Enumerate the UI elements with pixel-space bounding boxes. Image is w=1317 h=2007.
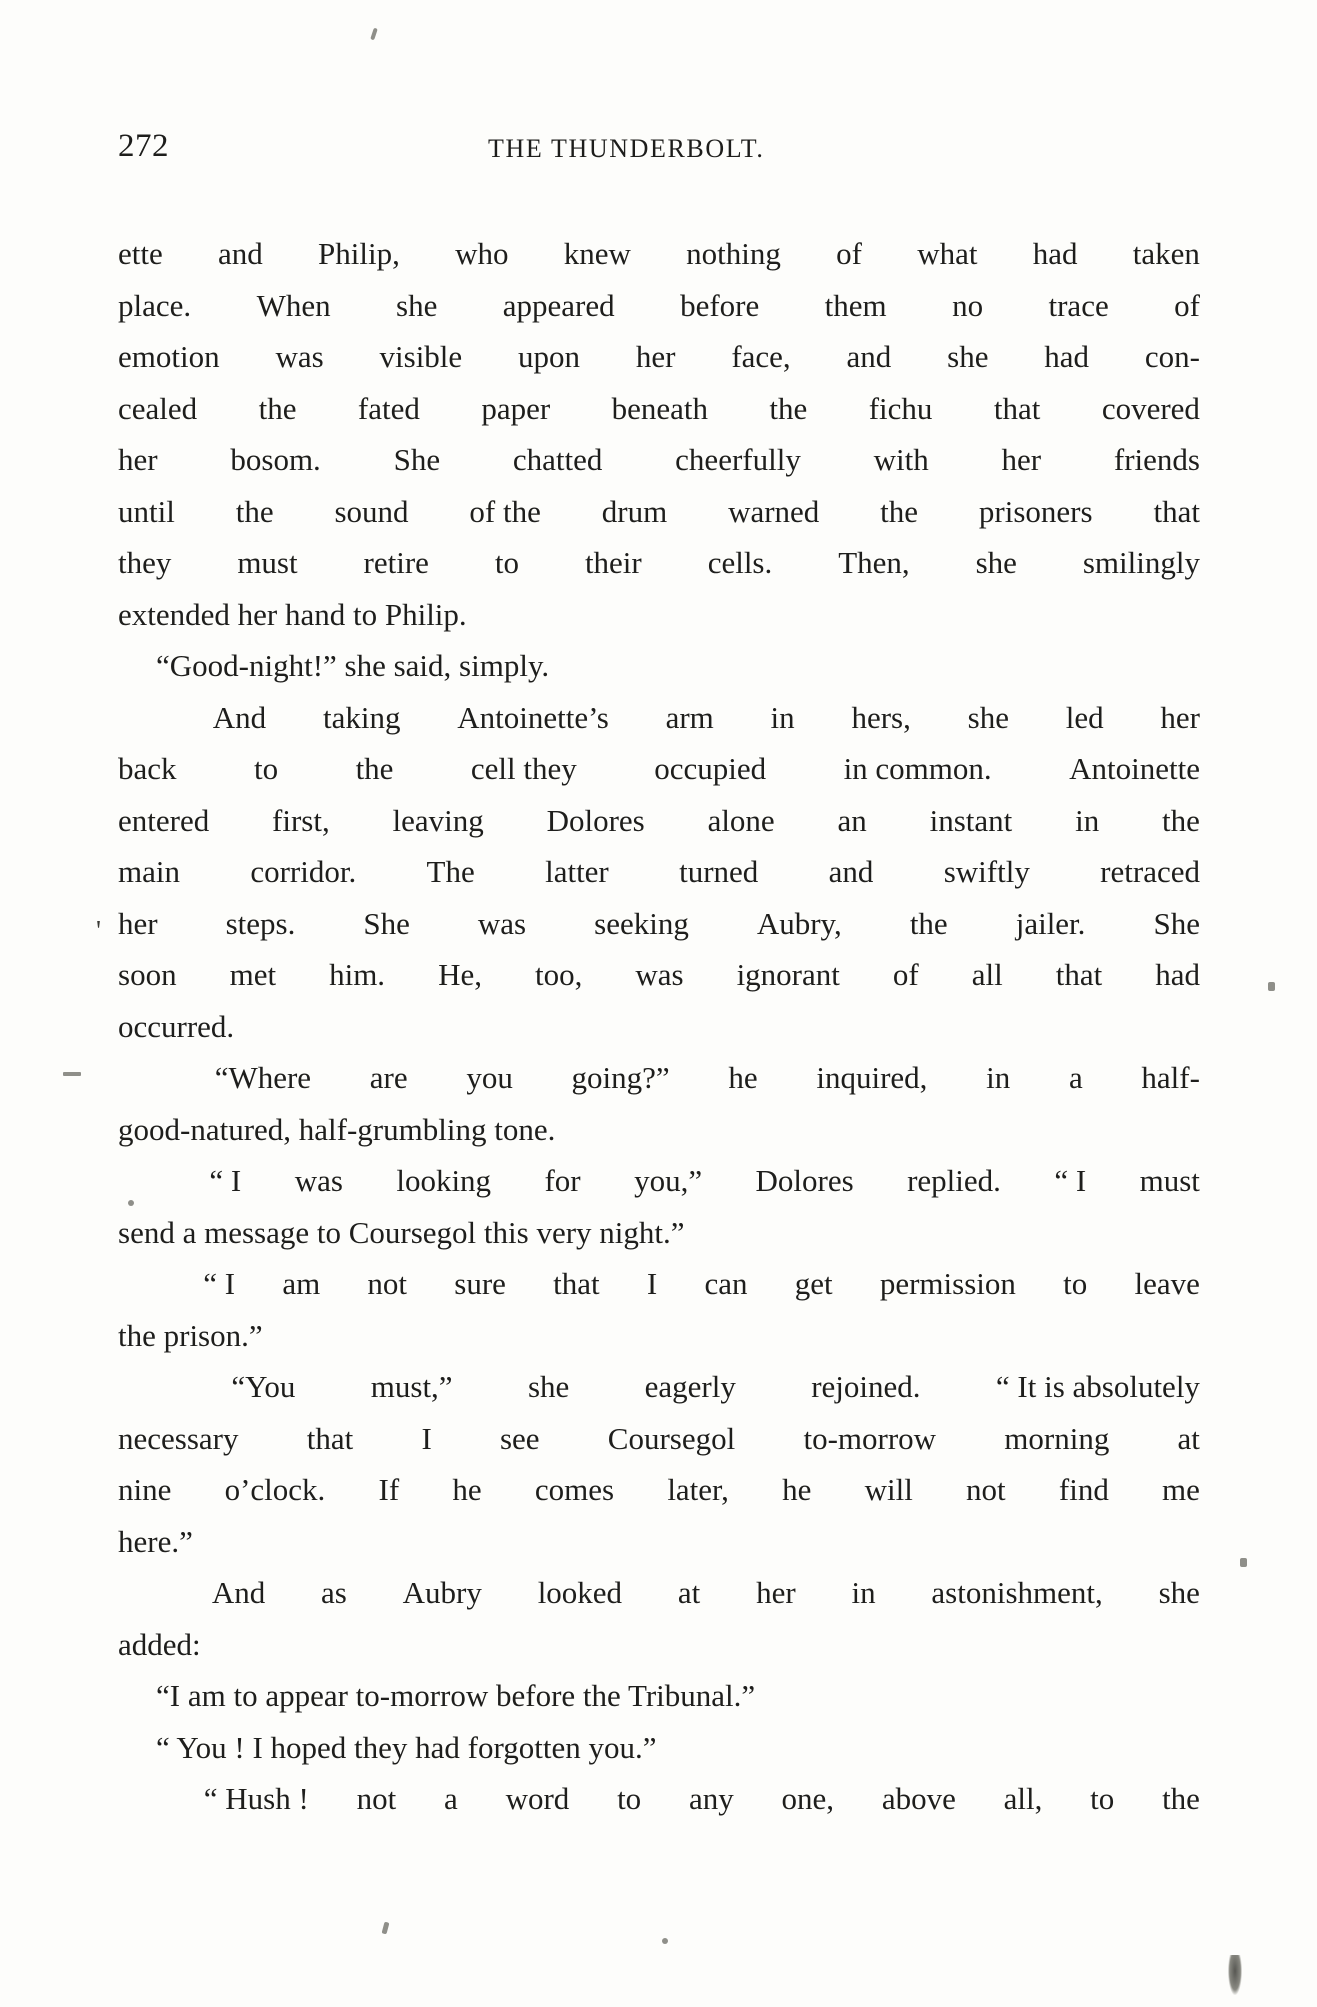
word: that — [553, 1266, 600, 1301]
word: no — [952, 287, 984, 323]
text-line — [118, 1773, 1200, 1825]
word: taken — [1132, 236, 1200, 271]
scan-speck-right-2 — [1240, 1558, 1247, 1567]
word: And — [212, 699, 267, 735]
word: instant — [929, 802, 1013, 838]
word: she — [975, 545, 1017, 580]
word: covered — [1101, 390, 1200, 426]
running-head: THE THUNDERBOLT. — [488, 134, 765, 163]
word: all — [971, 957, 1003, 992]
text-line — [118, 1258, 1200, 1310]
word: in common. — [843, 751, 992, 786]
word: occupied — [654, 751, 767, 786]
word: her — [1001, 442, 1042, 477]
text-line — [118, 949, 1200, 1001]
word: he — [782, 1472, 812, 1507]
word: permission — [879, 1266, 1016, 1301]
scan-speck-bottom-left — [382, 1922, 390, 1935]
paragraph-indent — [118, 1773, 156, 1825]
word: not — [367, 1266, 408, 1301]
word: to — [1063, 1266, 1088, 1301]
word: their — [584, 545, 642, 580]
word: going?” — [571, 1060, 670, 1095]
word: replied. — [907, 1163, 1001, 1198]
word: rejoined. — [811, 1369, 921, 1404]
word: of the — [469, 493, 541, 529]
word: Dolores — [755, 1163, 854, 1198]
word: latter — [545, 854, 609, 889]
word: a — [444, 1781, 458, 1816]
word: entered — [118, 802, 210, 838]
word: he — [452, 1472, 482, 1507]
word: met — [229, 957, 277, 992]
word: can — [704, 1266, 748, 1301]
word: warned — [728, 493, 820, 529]
text-line: “Good-night!” she said, simply. — [156, 648, 550, 683]
word: astonishment, — [931, 1575, 1103, 1610]
scan-speck-bottom-mid — [662, 1938, 668, 1944]
scan-speck-left-dash — [63, 1072, 81, 1076]
word: was — [275, 339, 324, 374]
text-line — [118, 1052, 1200, 1104]
word: must,” — [370, 1369, 453, 1404]
word: the — [880, 493, 919, 529]
word: with — [873, 442, 929, 477]
word: “You — [231, 1369, 296, 1404]
word: to-morrow — [803, 1420, 937, 1456]
word: drum — [601, 493, 668, 529]
word: inquired, — [816, 1060, 928, 1095]
word: morning — [1004, 1420, 1110, 1456]
word: beneath — [611, 390, 708, 426]
text-line: “ You ! I hoped they had forgotten you.” — [156, 1729, 657, 1765]
word: She — [393, 442, 441, 477]
word: before — [680, 287, 760, 323]
paragraph-indent — [118, 1258, 156, 1310]
text-line: here.” — [118, 1523, 193, 1559]
word: of — [892, 957, 919, 992]
word: face, — [731, 339, 791, 374]
word: nine — [118, 1472, 172, 1507]
text-line: send a message to Coursegol this very night.” — [118, 1214, 685, 1250]
word: place. — [118, 287, 192, 323]
page-body — [118, 228, 1200, 1825]
word: that — [1055, 957, 1103, 992]
word: until — [118, 493, 175, 529]
word: ette — [118, 236, 163, 271]
word: I — [421, 1420, 432, 1456]
word: the — [355, 751, 394, 786]
word: upon — [518, 339, 581, 374]
word: ignorant — [736, 957, 840, 992]
word: Then, — [838, 545, 910, 580]
word: the — [909, 905, 948, 941]
word: and — [218, 236, 263, 271]
word: Antoinette — [1069, 751, 1200, 786]
word: she — [527, 1369, 570, 1404]
text-line — [118, 1413, 1200, 1465]
word: Aubry, — [756, 905, 842, 941]
word: cealed — [118, 390, 198, 426]
text-line — [118, 537, 1200, 589]
word: seeking — [594, 905, 689, 941]
word: above — [881, 1781, 956, 1816]
text-line — [118, 1464, 1200, 1516]
margin-tick-mark: ' — [96, 916, 102, 947]
word: was — [635, 957, 684, 992]
word: visible — [379, 339, 463, 374]
word: had — [1044, 339, 1090, 374]
word: comes — [534, 1472, 615, 1507]
word: paper — [481, 390, 551, 426]
word: “ I — [209, 1163, 242, 1198]
text-line: the prison.” — [118, 1317, 263, 1353]
word: half- — [1141, 1060, 1200, 1095]
word: hers, — [851, 699, 911, 735]
word: had — [1155, 957, 1200, 992]
word: must — [1139, 1163, 1200, 1198]
word: too, — [534, 957, 583, 992]
word: She — [363, 905, 410, 941]
word: she — [1158, 1575, 1200, 1610]
word: at — [1177, 1420, 1200, 1456]
text-line — [118, 331, 1200, 383]
word: Coursegol — [607, 1420, 736, 1456]
scan-speck-right-1 — [1268, 982, 1275, 991]
word: had — [1032, 236, 1078, 271]
word: cells. — [707, 545, 773, 580]
word: back — [118, 751, 177, 786]
text-line — [118, 228, 1200, 280]
word: not — [356, 1781, 397, 1816]
word: main — [118, 854, 180, 889]
word: If — [378, 1472, 400, 1507]
word: looked — [537, 1575, 623, 1610]
word: taking — [322, 699, 401, 735]
word: alone — [707, 802, 775, 838]
word: to — [494, 545, 519, 580]
text-line — [118, 1155, 1200, 1207]
word: necessary — [118, 1420, 239, 1456]
word: they — [118, 545, 172, 580]
word: at — [677, 1575, 701, 1610]
text-line — [118, 1567, 1200, 1619]
word: the — [1162, 1781, 1200, 1816]
word: a — [1068, 1060, 1083, 1095]
word: smilingly — [1082, 545, 1200, 580]
word: cheerfully — [675, 442, 801, 477]
word: to — [253, 751, 279, 786]
word: am — [282, 1266, 321, 1301]
word: soon — [118, 957, 177, 992]
word: what — [917, 236, 978, 271]
word: he — [728, 1060, 758, 1095]
word: her — [118, 905, 158, 941]
word: you,” — [634, 1163, 703, 1198]
paragraph-indent — [118, 1361, 156, 1413]
word: The — [426, 854, 475, 889]
word: He, — [438, 957, 482, 992]
word: was — [477, 905, 527, 941]
word: eagerly — [644, 1369, 736, 1404]
word: “ Hush ! — [203, 1781, 309, 1816]
word: and — [828, 854, 874, 889]
text-line — [118, 743, 1200, 795]
text-line — [118, 280, 1200, 332]
word: all, — [1003, 1781, 1043, 1816]
word: not — [966, 1472, 1006, 1507]
word: was — [294, 1163, 343, 1198]
word: led — [1065, 699, 1104, 735]
word: the — [1162, 802, 1200, 838]
word: “ I — [203, 1266, 236, 1301]
word: retraced — [1100, 854, 1200, 889]
word: me — [1162, 1472, 1200, 1507]
word: and — [846, 339, 892, 374]
word: cell they — [470, 751, 577, 786]
word: of — [1174, 287, 1200, 323]
paragraph-indent — [118, 692, 156, 744]
text-line — [118, 846, 1200, 898]
word: Antoinette’s — [457, 699, 609, 735]
scan-speck-top — [370, 28, 378, 41]
word: appeared — [502, 287, 615, 323]
word: who — [455, 236, 509, 271]
word: her — [118, 442, 158, 477]
word: leave — [1134, 1266, 1200, 1301]
scan-ink-blot — [1228, 1955, 1242, 1995]
word: are — [369, 1060, 408, 1095]
word: the — [769, 390, 808, 426]
word: corridor. — [250, 854, 357, 889]
word: in — [986, 1060, 1011, 1095]
word: steps. — [225, 905, 296, 941]
word: word — [505, 1781, 570, 1816]
paragraph-indent — [118, 1155, 156, 1207]
page-number: 272 — [118, 128, 169, 164]
text-line — [118, 383, 1200, 435]
word: in — [1075, 802, 1100, 838]
word: “Where — [214, 1060, 312, 1095]
word: in — [851, 1575, 876, 1610]
word: see — [499, 1420, 540, 1456]
word: for — [544, 1163, 581, 1198]
page-header — [118, 128, 1198, 168]
word: she — [947, 339, 989, 374]
word: trace — [1048, 287, 1109, 323]
word: “ I — [1054, 1163, 1087, 1198]
word: her — [635, 339, 676, 374]
text-line — [118, 486, 1200, 538]
word: that — [1153, 493, 1200, 529]
text-line — [118, 692, 1200, 744]
word: them — [824, 287, 887, 323]
word: fichu — [868, 390, 933, 426]
word: she — [396, 287, 438, 323]
word: nothing — [686, 236, 781, 271]
word: the — [235, 493, 274, 529]
text-line — [118, 434, 1200, 486]
word: looking — [396, 1163, 492, 1198]
word: bosom. — [230, 442, 321, 477]
word: find — [1058, 1472, 1109, 1507]
word: get — [794, 1266, 833, 1301]
word: con- — [1144, 339, 1200, 374]
word: must — [237, 545, 298, 580]
text-line — [118, 1361, 1200, 1413]
word: emotion — [118, 339, 220, 374]
word: swiftly — [943, 854, 1030, 889]
word: him. — [329, 957, 386, 992]
text-line: good-natured, half-grumbling tone. — [118, 1111, 556, 1147]
word: one, — [781, 1781, 835, 1816]
word: leaving — [392, 802, 484, 838]
word: knew — [563, 236, 631, 271]
word: in — [770, 699, 795, 735]
word: you — [466, 1060, 513, 1095]
word: Philip, — [318, 236, 400, 271]
word: will — [864, 1472, 913, 1507]
word: as — [321, 1575, 347, 1610]
word: to — [1090, 1781, 1115, 1816]
word: an — [837, 802, 867, 838]
word: to — [617, 1781, 642, 1816]
word: that — [993, 390, 1041, 426]
text-line: extended her hand to Philip. — [118, 596, 467, 632]
word: o’clock. — [224, 1472, 326, 1507]
word: her — [756, 1575, 796, 1610]
word: sound — [334, 493, 409, 529]
word: “ It is absolutely — [995, 1369, 1200, 1404]
word: the — [258, 390, 297, 426]
word: any — [688, 1781, 734, 1816]
paragraph-indent — [118, 1052, 156, 1104]
word: And — [211, 1575, 266, 1610]
word: she — [967, 699, 1009, 735]
text-line — [118, 898, 1200, 950]
word: later, — [667, 1472, 729, 1507]
word: chatted — [512, 442, 603, 477]
word: jailer. — [1015, 905, 1086, 941]
word: When — [256, 287, 331, 323]
word: Aubry — [402, 1575, 482, 1610]
word: sure — [454, 1266, 506, 1301]
word: arm — [665, 699, 714, 735]
text-line — [118, 795, 1200, 847]
word: fated — [357, 390, 420, 426]
text-line: occurred. — [118, 1008, 235, 1044]
word: retire — [363, 545, 429, 580]
word: Dolores — [546, 802, 645, 838]
word: that — [306, 1420, 354, 1456]
word: I — [646, 1266, 658, 1301]
word: of — [836, 236, 862, 271]
word: She — [1153, 905, 1200, 941]
word: prisoners — [978, 493, 1093, 529]
word: her — [1160, 699, 1200, 735]
word: first, — [272, 802, 330, 838]
paragraph-indent — [118, 1567, 156, 1619]
word: turned — [679, 854, 759, 889]
text-line: “I am to appear to-morrow before the Tribunal.” — [156, 1678, 756, 1713]
text-line: added: — [118, 1626, 201, 1662]
word: friends — [1113, 442, 1200, 477]
